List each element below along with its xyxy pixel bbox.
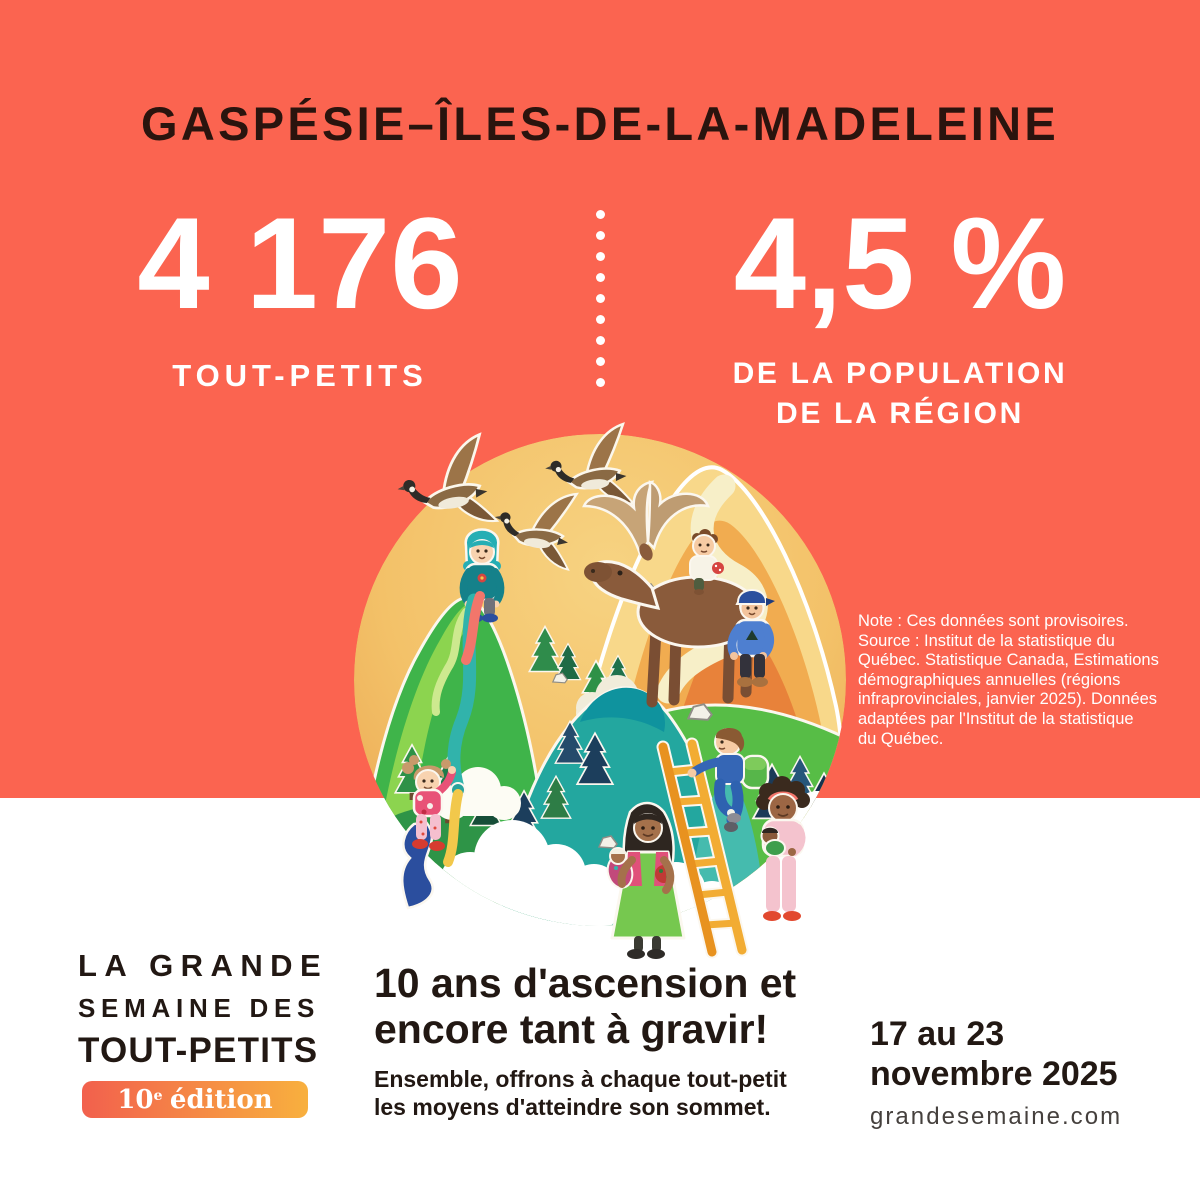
stat-toddlers-label: TOUT-PETITS: [172, 358, 428, 393]
campaign-message: [374, 960, 796, 1121]
stat-population-value: 4,5 %: [733, 190, 1067, 336]
event-dates: 17 au 23 novembre 2025 grandesemaine.com: [870, 1015, 1123, 1130]
logo-line: SEMAINE DES: [78, 993, 321, 1023]
region-title: GASPÉSIE–ÎLES-DE-LA-MADELEINE: [140, 97, 1059, 150]
edition-badge: 10 e édition: [82, 1081, 308, 1118]
campaign-subtext: Ensemble, offrons à chaque tout-petit les moyens d'atteindre son sommet.: [374, 1066, 787, 1120]
child-holding-baby: [756, 776, 810, 921]
logo-line: TOUT-PETITS: [78, 1031, 319, 1070]
stat-population-label: DE LA POPULATION DE LA RÉGION: [732, 357, 1068, 431]
event-logo: [78, 948, 328, 1071]
stat-toddlers-value: 4 176: [137, 190, 463, 336]
logo-line: LA GRANDE: [78, 948, 329, 983]
campaign-headline: 10 ans d'ascension et encore tant à gravir!: [374, 960, 797, 1052]
website-url: grandesemaine.com: [870, 1103, 1123, 1130]
source-note: Note : Ces données sont provisoires. Source : Institut de la statistique du Québec. Statistique Canada, Estimations démographiques annuelles (régions infraprovinciales, janvier 2025). Données adaptées par l'Institut de la statistique du Québec.: [858, 612, 1159, 748]
